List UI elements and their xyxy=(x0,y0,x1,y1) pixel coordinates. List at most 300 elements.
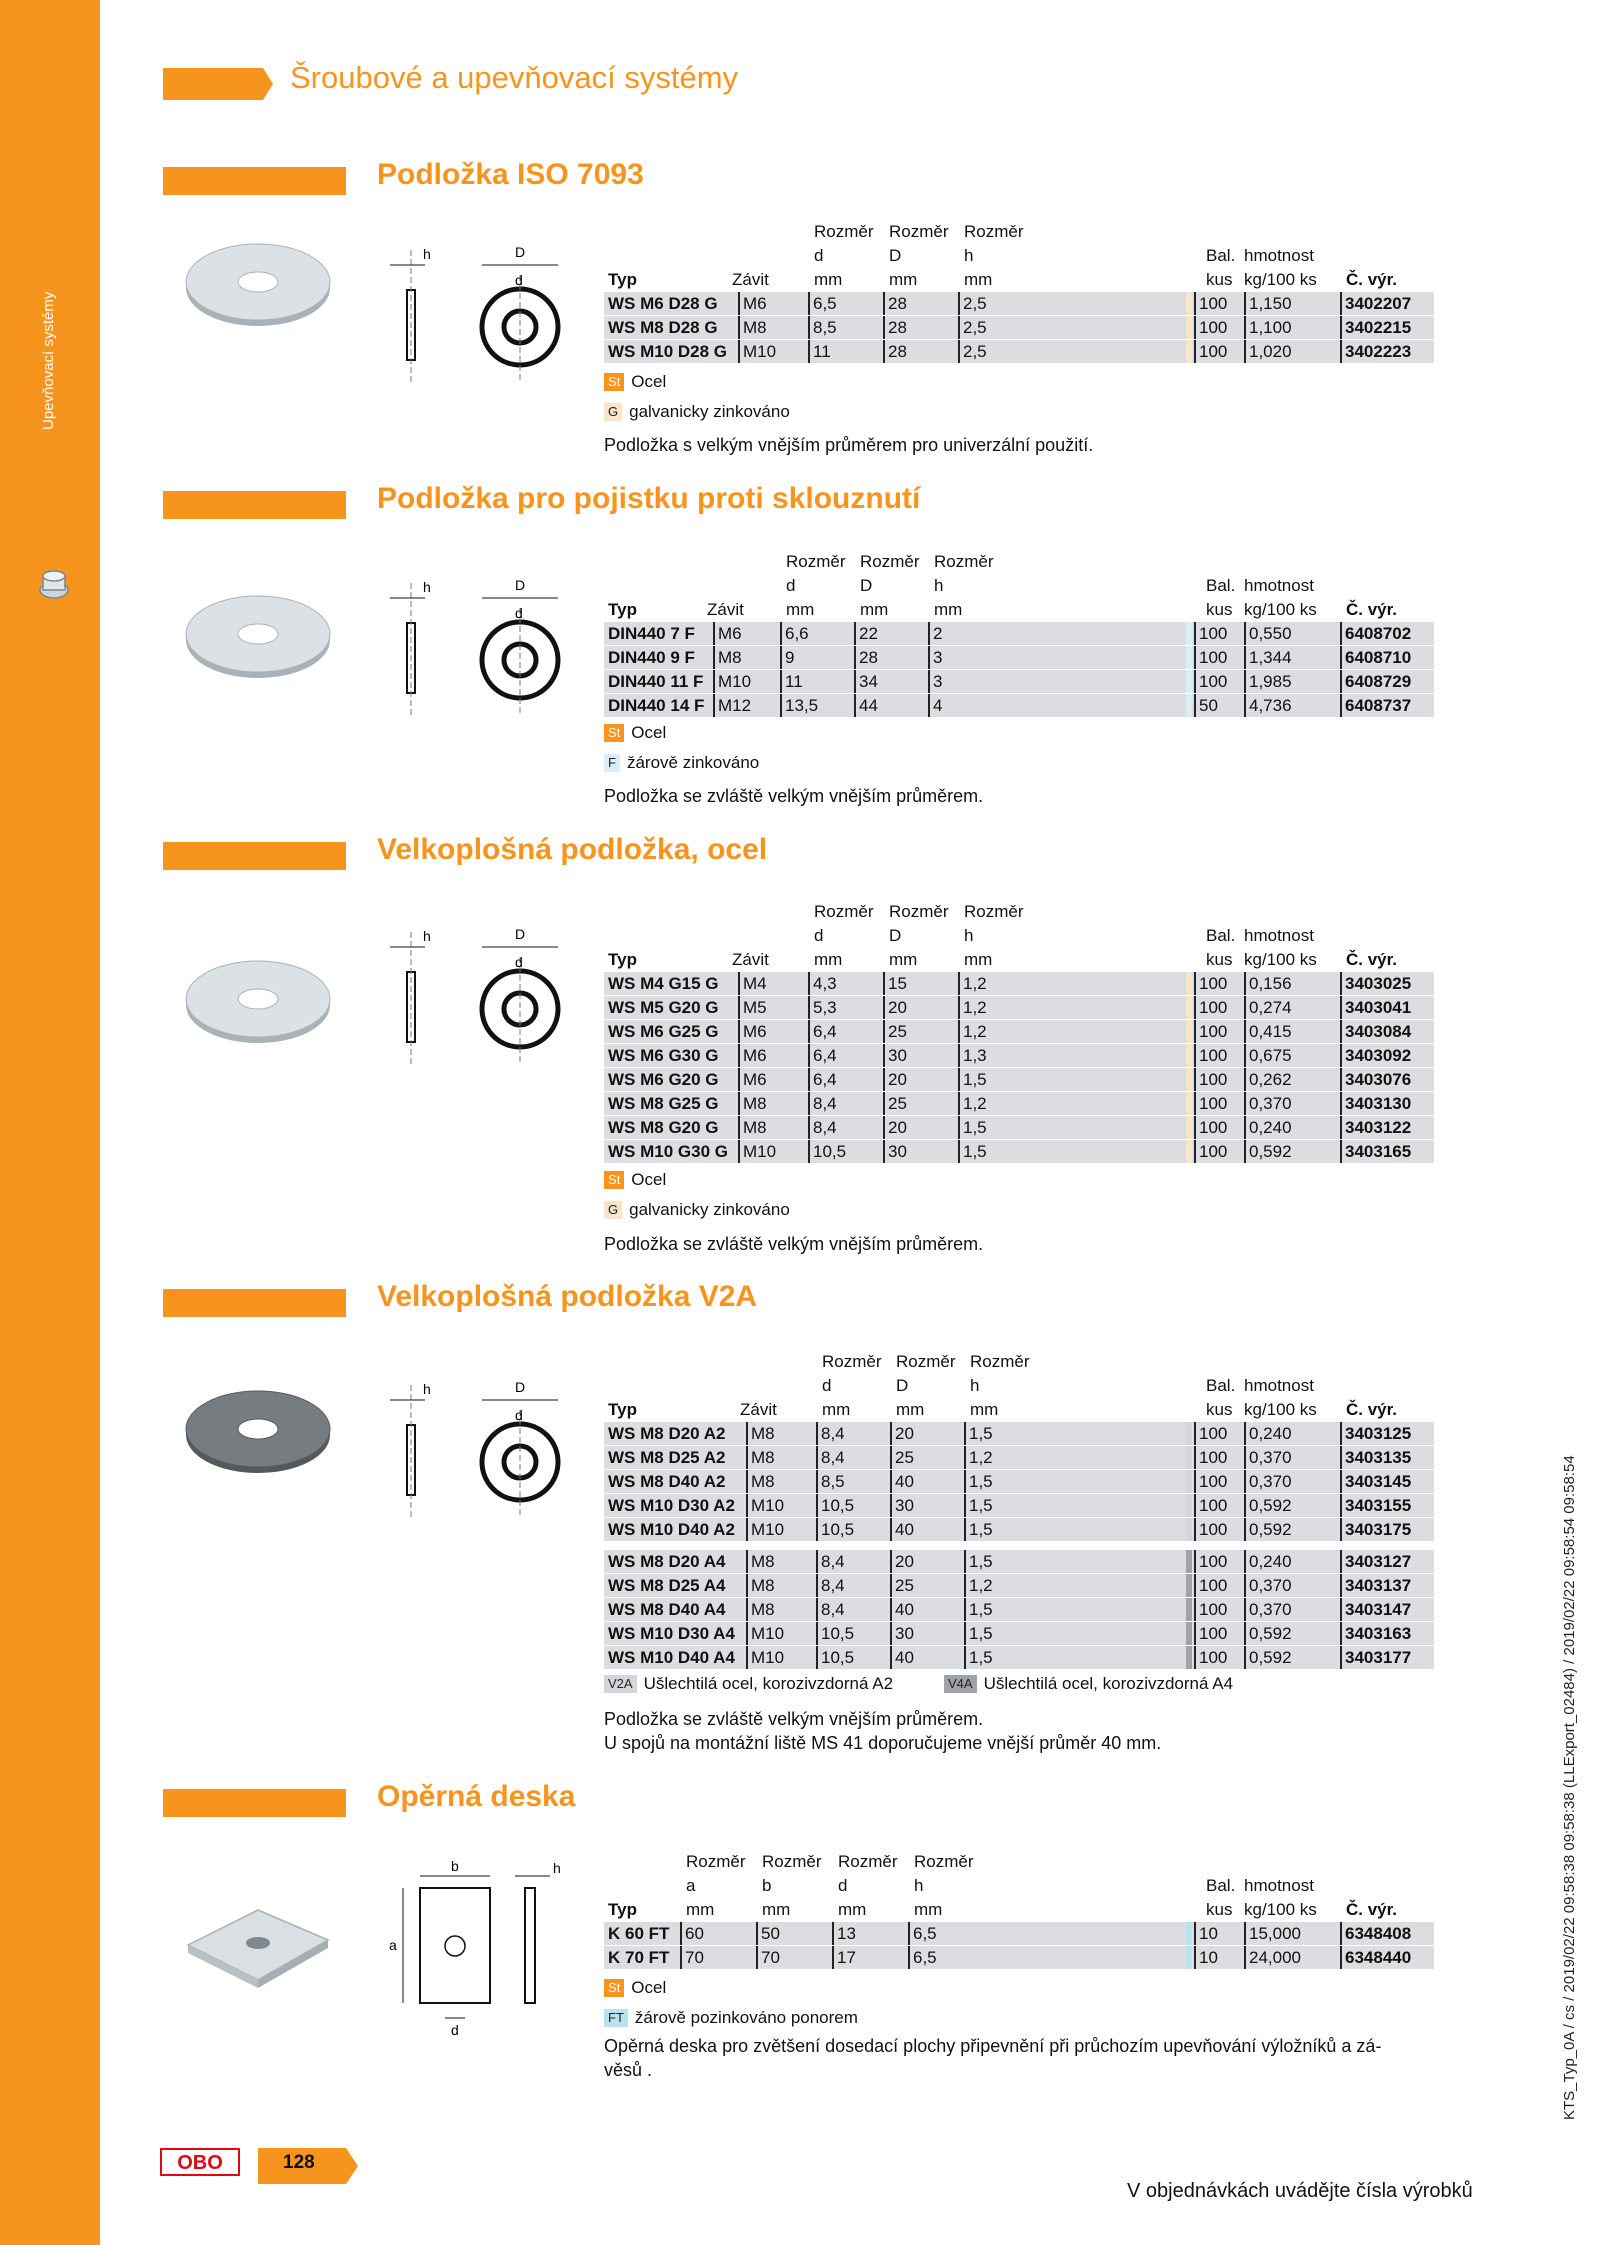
svg-text:h: h xyxy=(423,579,431,595)
svg-text:h: h xyxy=(553,1860,561,1876)
table-cell: M4 xyxy=(738,972,767,995)
column-header-hmotnost: hmotnost xyxy=(1244,246,1314,265)
legend-item xyxy=(604,753,759,773)
table-cell: 8,5 xyxy=(816,1470,845,1493)
table-row xyxy=(604,1598,1434,1621)
table-cell: WS M8 D20 A4 xyxy=(608,1552,726,1571)
table-cell: 1,5 xyxy=(958,1116,987,1139)
finish-band xyxy=(1186,1922,1192,1945)
legend-item xyxy=(944,1674,1233,1694)
table-cell: WS M6 G25 G xyxy=(608,1022,719,1041)
table-row xyxy=(604,1044,1434,1067)
column-header: h xyxy=(970,1376,980,1395)
table-cell: 10 xyxy=(1194,1922,1218,1945)
table-cell: 9 xyxy=(780,646,794,669)
table-cell: 0,156 xyxy=(1244,972,1292,995)
table-cell: 8,4 xyxy=(816,1446,845,1469)
column-header: d xyxy=(814,926,824,945)
column-header-kg: kg/100 ks xyxy=(1244,600,1317,619)
column-header: mm xyxy=(970,1400,999,1419)
column-header: Rozměr xyxy=(934,552,994,571)
washer-photo xyxy=(178,580,338,690)
table-row xyxy=(604,1116,1434,1139)
column-header: d xyxy=(822,1376,832,1395)
table-cell: WS M4 G15 G xyxy=(608,974,719,993)
table-cell: 10,5 xyxy=(808,1140,846,1163)
table-cell: 100 xyxy=(1194,316,1227,339)
table-cell: 0,274 xyxy=(1244,996,1292,1019)
washer-photo xyxy=(178,945,338,1055)
table-cell: 100 xyxy=(1194,1494,1227,1517)
obo-logo xyxy=(160,2148,240,2176)
table-row xyxy=(604,1140,1434,1163)
table-cell: 100 xyxy=(1194,996,1227,1019)
table-cell: WS M10 D30 A2 xyxy=(608,1496,735,1515)
table-cell: M8 xyxy=(713,646,742,669)
description: Podložka se zvláště velkým vnějším průměrem. xyxy=(604,786,984,806)
column-header: d xyxy=(814,246,824,265)
table-cell: 3403165 xyxy=(1340,1140,1411,1163)
svg-text:d: d xyxy=(515,605,523,621)
section-title: Podložka pro pojistku proti sklouznutí xyxy=(377,482,921,515)
finish-band xyxy=(1186,1446,1192,1469)
table-cell: 1,5 xyxy=(964,1646,993,1669)
table-cell: 8,4 xyxy=(816,1598,845,1621)
section-bar xyxy=(163,167,346,195)
table-cell: 2 xyxy=(928,622,942,645)
table-cell: 10,5 xyxy=(816,1494,854,1517)
column-header-typ: Typ xyxy=(608,950,637,969)
column-header-bal: Bal. xyxy=(1206,246,1236,265)
legend-item xyxy=(604,1200,790,1220)
table-cell: 3403084 xyxy=(1340,1020,1411,1043)
table-cell: 28 xyxy=(883,340,907,363)
table-row xyxy=(604,1092,1434,1115)
finish-band xyxy=(1186,972,1192,995)
table-cell: 6348408 xyxy=(1340,1922,1411,1945)
table-cell: DIN440 7 F xyxy=(608,624,695,643)
table-cell: 3403127 xyxy=(1340,1550,1411,1573)
table-cell: 50 xyxy=(1194,694,1218,717)
table-cell: 1,150 xyxy=(1244,292,1292,315)
table-cell: WS M8 D25 A4 xyxy=(608,1576,726,1595)
finish-band xyxy=(1186,622,1192,645)
column-header: Rozměr xyxy=(786,552,846,571)
table-cell: 17 xyxy=(832,1946,856,1969)
table-cell: 1,2 xyxy=(958,1092,987,1115)
table-cell: 100 xyxy=(1194,1598,1227,1621)
column-header-zavit: Závit xyxy=(740,1400,777,1419)
finish-band xyxy=(1186,670,1192,693)
table-cell: 3403137 xyxy=(1340,1574,1411,1597)
table-cell: 1,2 xyxy=(958,996,987,1019)
table-cell: 1,985 xyxy=(1244,670,1292,693)
sidebar-label: Upevňovací systémy xyxy=(40,291,57,430)
table-cell: 6,5 xyxy=(808,292,837,315)
table-cell: 100 xyxy=(1194,1092,1227,1115)
column-header: mm xyxy=(934,600,963,619)
table-cell: 6,5 xyxy=(908,1922,937,1945)
table-cell: 100 xyxy=(1194,1470,1227,1493)
table-cell: 2,5 xyxy=(958,316,987,339)
table-cell: 24,000 xyxy=(1244,1946,1301,1969)
table-cell: WS M6 D28 G xyxy=(608,294,718,313)
table-cell: 3403125 xyxy=(1340,1422,1411,1445)
column-header-bal: Bal. xyxy=(1206,1376,1236,1395)
legend-item xyxy=(604,402,790,422)
table-cell: 0,370 xyxy=(1244,1446,1292,1469)
table-cell: 8,4 xyxy=(808,1116,837,1139)
table-cell: 0,550 xyxy=(1244,622,1292,645)
table-row xyxy=(604,1446,1434,1469)
svg-text:h: h xyxy=(423,246,431,262)
table-cell: 6,6 xyxy=(780,622,809,645)
table-cell: 1,100 xyxy=(1244,316,1292,339)
table-cell: 0,262 xyxy=(1244,1068,1292,1091)
description: Podložka se zvláště velkým vnějším průměrem. xyxy=(604,1234,984,1254)
column-header: mm xyxy=(686,1900,715,1919)
column-header-kus: kus xyxy=(1206,950,1233,969)
table-cell: 44 xyxy=(854,694,878,717)
table-cell: M6 xyxy=(713,622,742,645)
column-header: mm xyxy=(822,1400,851,1419)
column-header-hmotnost: hmotnost xyxy=(1244,1876,1314,1895)
plate-photo xyxy=(178,1885,338,1995)
table-cell: 25 xyxy=(890,1446,914,1469)
table-cell: 0,370 xyxy=(1244,1598,1292,1621)
table-cell: 100 xyxy=(1194,1550,1227,1573)
column-header-kg: kg/100 ks xyxy=(1244,1900,1317,1919)
table-cell: M8 xyxy=(746,1550,775,1573)
column-header-typ: Typ xyxy=(608,270,637,289)
material-tag: V4A xyxy=(944,1675,977,1693)
column-header: D xyxy=(896,1376,909,1395)
table-cell: 1,020 xyxy=(1244,340,1292,363)
column-header-cislo: Č. výr. xyxy=(1346,950,1398,969)
legend-item xyxy=(604,2008,858,2028)
table-cell: M8 xyxy=(738,316,767,339)
description: Podložka s velkým vnějším průměrem pro univerzální použití. xyxy=(604,435,1094,455)
description: Podložka se zvláště velkým vnějším průměrem. xyxy=(604,1709,984,1729)
material-tag: St xyxy=(604,373,624,391)
table-cell: WS M8 G20 G xyxy=(608,1118,719,1137)
table-cell: 10,5 xyxy=(816,1622,854,1645)
table-cell: WS M6 G30 G xyxy=(608,1046,719,1065)
table-cell: 5,3 xyxy=(808,996,837,1019)
page-number: 128 xyxy=(283,2152,315,2173)
legend-text: Ušlechtilá ocel, korozivzdorná A4 xyxy=(983,1674,1234,1693)
table-cell: 100 xyxy=(1194,1518,1227,1541)
table-cell: 3402215 xyxy=(1340,316,1411,339)
material-tag: St xyxy=(604,724,624,742)
column-header-kg: kg/100 ks xyxy=(1244,270,1317,289)
finish-band xyxy=(1186,1044,1192,1067)
table-cell: 0,592 xyxy=(1244,1494,1292,1517)
table-cell: 6,4 xyxy=(808,1044,837,1067)
column-header-cislo: Č. výr. xyxy=(1346,1400,1398,1419)
table-cell: 3402207 xyxy=(1340,292,1411,315)
table-cell: 1,2 xyxy=(964,1574,993,1597)
washer-dimension-drawing xyxy=(385,235,565,385)
svg-text:d: d xyxy=(515,1407,523,1423)
table-cell: 100 xyxy=(1194,1646,1227,1669)
column-header-kg: kg/100 ks xyxy=(1244,950,1317,969)
table-cell: 3403175 xyxy=(1340,1518,1411,1541)
table-cell: 6348440 xyxy=(1340,1946,1411,1969)
table-cell: M8 xyxy=(746,1598,775,1621)
column-header: a xyxy=(686,1876,696,1895)
document-code: KTS_Typ_0A / cs / 2019/02/22 09:58:38 09:58:38 (LLExport_02484) / 2019/02/22 09:58:54 09:58:54 xyxy=(1561,1455,1578,2120)
column-header: Rozměr xyxy=(686,1852,746,1871)
table-cell: 34 xyxy=(854,670,878,693)
column-header: h xyxy=(934,576,944,595)
table-row xyxy=(604,1422,1434,1445)
column-header-cislo: Č. výr. xyxy=(1346,270,1398,289)
section-title: Podložka ISO 7093 xyxy=(377,158,644,191)
table-cell: 1,5 xyxy=(958,1140,987,1163)
table-cell: 40 xyxy=(890,1646,914,1669)
table-cell: 3402223 xyxy=(1340,340,1411,363)
table-row xyxy=(604,1622,1434,1645)
column-header-hmotnost: hmotnost xyxy=(1244,926,1314,945)
svg-text:d: d xyxy=(515,272,523,288)
table-cell: 10,5 xyxy=(816,1646,854,1669)
table-cell: K 70 FT xyxy=(608,1948,670,1967)
table-cell: 28 xyxy=(883,316,907,339)
table-cell: WS M6 G20 G xyxy=(608,1070,719,1089)
legend-item xyxy=(604,1978,666,1998)
table-cell: 100 xyxy=(1194,1140,1227,1163)
table-cell: 1,5 xyxy=(964,1622,993,1645)
finish-band xyxy=(1186,292,1192,315)
table-cell: 30 xyxy=(890,1494,914,1517)
table-cell: 1,2 xyxy=(958,1020,987,1043)
table-cell: 3403025 xyxy=(1340,972,1411,995)
column-header: Rozměr xyxy=(814,222,874,241)
table-cell: 15,000 xyxy=(1244,1922,1301,1945)
table-cell: 100 xyxy=(1194,1068,1227,1091)
table-cell: 4,736 xyxy=(1244,694,1292,717)
finish-band xyxy=(1186,1622,1192,1645)
column-header: mm xyxy=(786,600,815,619)
finish-band xyxy=(1186,1116,1192,1139)
table-cell: 6408710 xyxy=(1340,646,1411,669)
section-bar xyxy=(163,1789,346,1817)
table-cell: WS M10 D40 A4 xyxy=(608,1648,735,1667)
table-cell: 100 xyxy=(1194,1116,1227,1139)
table-cell: 3403145 xyxy=(1340,1470,1411,1493)
material-tag: St xyxy=(604,1979,624,1997)
table-cell: 3403135 xyxy=(1340,1446,1411,1469)
table-cell: M6 xyxy=(738,1020,767,1043)
legend-item xyxy=(604,1170,666,1190)
column-header-typ: Typ xyxy=(608,1400,637,1419)
table-cell: WS M8 D28 G xyxy=(608,318,718,337)
table-cell: 20 xyxy=(890,1550,914,1573)
column-header-zavit: Závit xyxy=(707,600,744,619)
table-cell: WS M8 D40 A4 xyxy=(608,1600,726,1619)
table-cell: 1,5 xyxy=(964,1494,993,1517)
legend-text: Ocel xyxy=(631,1978,667,1997)
column-header: Rozměr xyxy=(964,222,1024,241)
column-header: mm xyxy=(896,1400,925,1419)
table-row xyxy=(604,1068,1434,1091)
table-cell: M8 xyxy=(738,1116,767,1139)
column-header-kus: kus xyxy=(1206,1900,1233,1919)
table-cell: M12 xyxy=(713,694,751,717)
table-row xyxy=(604,622,1434,645)
column-header: mm xyxy=(814,270,843,289)
table-cell: WS M8 D40 A2 xyxy=(608,1472,726,1491)
table-cell: M5 xyxy=(738,996,767,1019)
table-cell: 25 xyxy=(883,1092,907,1115)
column-header-typ: Typ xyxy=(608,600,637,619)
table-row xyxy=(604,1518,1434,1541)
column-header: Rozměr xyxy=(814,902,874,921)
table-cell: 6408702 xyxy=(1340,622,1411,645)
finish-band xyxy=(1186,996,1192,1019)
column-header-zavit: Závit xyxy=(732,950,769,969)
table-cell: 100 xyxy=(1194,646,1227,669)
table-cell: 28 xyxy=(854,646,878,669)
table-cell: 3 xyxy=(928,646,942,669)
table-cell: 6408729 xyxy=(1340,670,1411,693)
column-header-typ: Typ xyxy=(608,1900,637,1919)
table-cell: 0,592 xyxy=(1244,1518,1292,1541)
washer-photo xyxy=(178,228,338,338)
table-cell: 20 xyxy=(890,1422,914,1445)
column-header: mm xyxy=(964,270,993,289)
legend-text: Ocel xyxy=(631,723,667,742)
column-header-hmotnost: hmotnost xyxy=(1244,576,1314,595)
table-cell: 100 xyxy=(1194,670,1227,693)
washer-dimension-drawing xyxy=(385,568,565,718)
legend-text: Ocel xyxy=(631,372,667,391)
finish-band xyxy=(1186,1422,1192,1445)
finish-band xyxy=(1186,1550,1192,1573)
table-cell: 100 xyxy=(1194,1044,1227,1067)
table-cell: 3403163 xyxy=(1340,1622,1411,1645)
page-title: Šroubové a upevňovací systémy xyxy=(290,60,739,95)
table-cell: WS M8 G25 G xyxy=(608,1094,719,1113)
table-cell: 10,5 xyxy=(816,1518,854,1541)
table-cell: 40 xyxy=(890,1470,914,1493)
material-tag: St xyxy=(604,1171,624,1189)
column-header: Rozměr xyxy=(822,1352,882,1371)
sidebar xyxy=(0,0,100,2245)
svg-text:D: D xyxy=(515,1379,526,1395)
table-cell: 8,4 xyxy=(816,1550,845,1573)
column-header: Rozměr xyxy=(889,222,949,241)
table-cell: 6,4 xyxy=(808,1020,837,1043)
table-cell: 10 xyxy=(1194,1946,1218,1969)
table-cell: 25 xyxy=(890,1574,914,1597)
table-cell: 3 xyxy=(928,670,942,693)
section-title: Velkoplošná podložka V2A xyxy=(377,1280,758,1313)
table-row xyxy=(604,972,1434,995)
table-cell: 1,2 xyxy=(958,972,987,995)
column-header: mm xyxy=(889,270,918,289)
table-row xyxy=(604,1020,1434,1043)
table-cell: 3403147 xyxy=(1340,1598,1411,1621)
column-header: h xyxy=(964,246,974,265)
table-cell: M6 xyxy=(738,1044,767,1067)
table-cell: DIN440 14 F xyxy=(608,696,705,715)
table-row xyxy=(604,1646,1434,1669)
table-row xyxy=(604,694,1434,717)
material-tag: G xyxy=(604,403,622,421)
column-header: Rozměr xyxy=(970,1352,1030,1371)
column-header: D xyxy=(860,576,873,595)
legend-text: Ušlechtilá ocel, korozivzdorná A2 xyxy=(643,1674,894,1693)
table-cell: WS M10 D40 A2 xyxy=(608,1520,735,1539)
table-cell: M10 xyxy=(746,1494,784,1517)
column-header-kg: kg/100 ks xyxy=(1244,1400,1317,1419)
table-cell: 22 xyxy=(854,622,878,645)
description: U spojů na montážní liště MS 41 doporučujeme vnější průměr 40 mm. xyxy=(604,1733,1162,1753)
legend-text: žárově pozinkováno ponorem xyxy=(634,2008,858,2027)
table-cell: WS M8 D25 A2 xyxy=(608,1448,726,1467)
material-tag: FT xyxy=(604,2009,628,2027)
legend-item xyxy=(604,372,666,392)
table-cell: 0,675 xyxy=(1244,1044,1292,1067)
column-header: h xyxy=(964,926,974,945)
column-header: d xyxy=(786,576,796,595)
column-header-zavit: Závit xyxy=(732,270,769,289)
table-cell: 4 xyxy=(928,694,942,717)
table-cell: 1,5 xyxy=(964,1470,993,1493)
table-cell: 2,5 xyxy=(958,292,987,315)
svg-text:h: h xyxy=(423,928,431,944)
finish-band xyxy=(1186,1020,1192,1043)
section-bar xyxy=(163,491,346,519)
table-cell: 100 xyxy=(1194,1574,1227,1597)
table-cell: 100 xyxy=(1194,1622,1227,1645)
column-header-hmotnost: hmotnost xyxy=(1244,1376,1314,1395)
table-cell: 20 xyxy=(883,1116,907,1139)
table-cell: 13,5 xyxy=(780,694,818,717)
column-header: Rozměr xyxy=(914,1852,974,1871)
svg-text:d: d xyxy=(451,2022,459,2038)
table-cell: 0,370 xyxy=(1244,1470,1292,1493)
table-row xyxy=(604,670,1434,693)
column-header: D xyxy=(889,246,902,265)
finish-band xyxy=(1186,1574,1192,1597)
table-cell: 100 xyxy=(1194,340,1227,363)
finish-band xyxy=(1186,1494,1192,1517)
table-cell: 3403076 xyxy=(1340,1068,1411,1091)
finish-band xyxy=(1186,646,1192,669)
column-header: Rozměr xyxy=(964,902,1024,921)
column-header-kus: kus xyxy=(1206,270,1233,289)
table-cell: 70 xyxy=(756,1946,780,1969)
column-header: Rozměr xyxy=(838,1852,898,1871)
legend-text: Ocel xyxy=(631,1170,667,1189)
table-cell: M8 xyxy=(746,1446,775,1469)
table-cell: 3403177 xyxy=(1340,1646,1411,1669)
finish-band xyxy=(1186,1068,1192,1091)
table-cell: 8,4 xyxy=(808,1092,837,1115)
table-cell: 6,5 xyxy=(908,1946,937,1969)
table-cell: M8 xyxy=(746,1574,775,1597)
table-cell: 1,3 xyxy=(958,1044,987,1067)
column-header: mm xyxy=(838,1900,867,1919)
section-bar xyxy=(163,842,346,870)
table-row xyxy=(604,1550,1434,1573)
table-cell: 0,240 xyxy=(1244,1422,1292,1445)
column-header-cislo: Č. výr. xyxy=(1346,600,1398,619)
table-cell: 3403122 xyxy=(1340,1116,1411,1139)
